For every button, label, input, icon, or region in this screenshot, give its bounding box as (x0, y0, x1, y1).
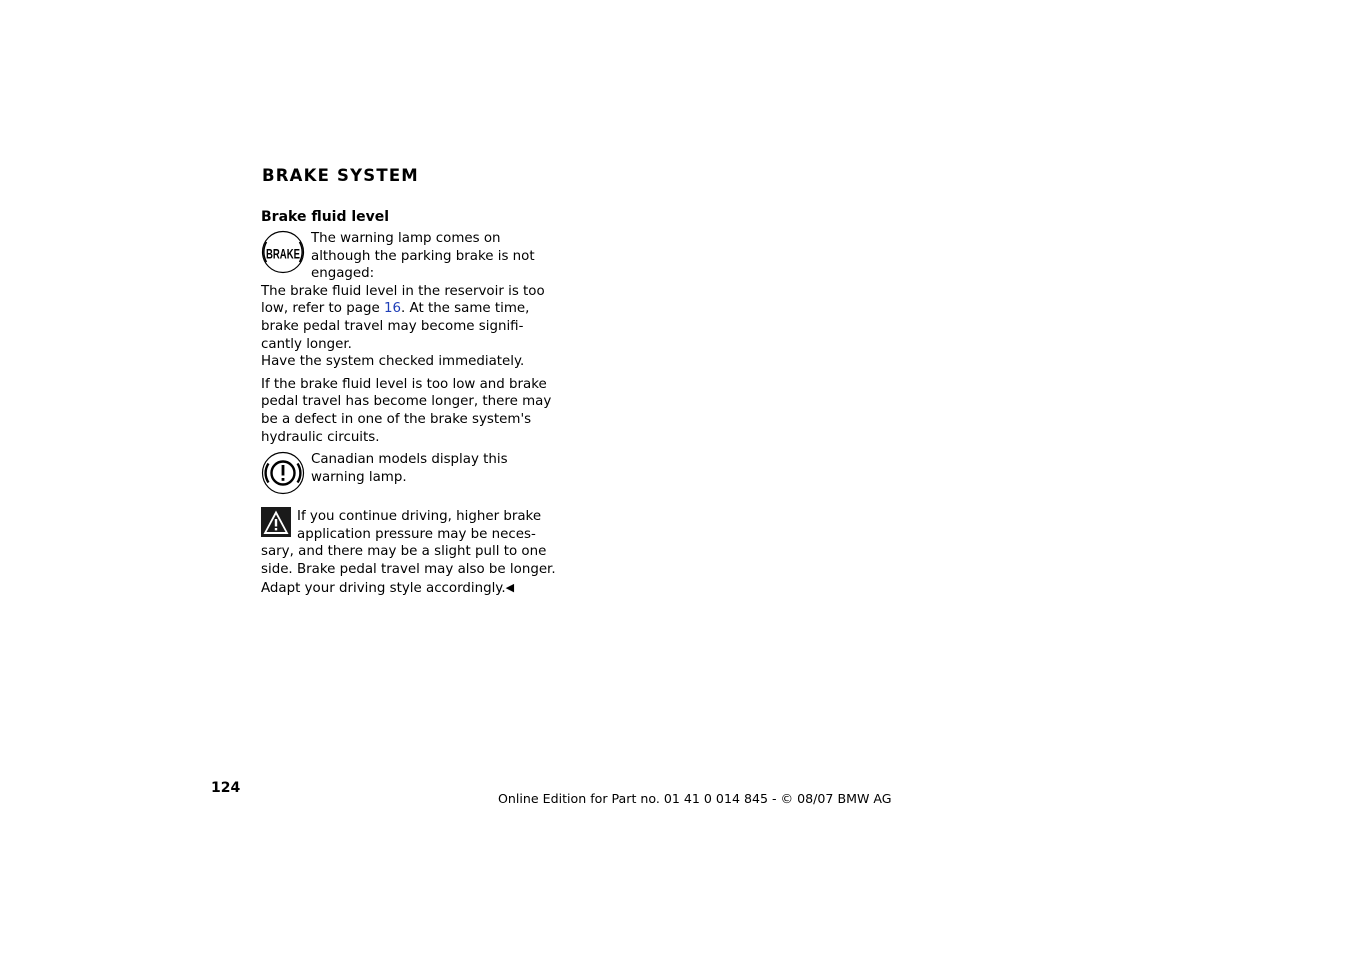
exclamation-warning-icon (261, 451, 305, 495)
para1-line: Have the system checked immediately. (261, 354, 525, 370)
para1-line: cantly longer. (261, 336, 352, 352)
block1-line: The warning lamp comes on (311, 231, 501, 246)
warning-cont-line: side. Brake pedal travel may also be longer. (261, 561, 556, 577)
block1-line: engaged: (311, 266, 375, 282)
para2-line: be a defect in one of the brake system's (261, 411, 532, 427)
paragraph-fluid-level (261, 283, 545, 371)
section-title: BRAKE SYSTEM (262, 166, 419, 185)
subheading: Brake fluid level (261, 209, 390, 225)
warning-cont-line: sary, and there may be a slight pull to one (261, 544, 547, 560)
warning-line: application pressure may be neces- (297, 526, 536, 542)
canadian-lamp-block (261, 451, 533, 495)
warning-last-line: Adapt your driving style accordingly. (261, 580, 506, 596)
brake-lamp-block (261, 230, 533, 283)
warning-line: If you continue driving, higher brake (297, 509, 542, 525)
caution-block (261, 508, 542, 543)
block1-line: although the parking brake is not (311, 248, 535, 264)
para1-line-pre: low, refer to page (261, 301, 384, 317)
paragraph-defect (261, 376, 552, 446)
canadian-line: warning lamp. (311, 469, 407, 485)
para1-line: brake pedal travel may become signifi- (261, 318, 524, 334)
para2-line: hydraulic circuits. (261, 429, 380, 445)
page-number: 124 (211, 780, 241, 796)
para1-line-post: . At the same time, (401, 301, 530, 317)
page-16-link[interactable]: 16 (383, 301, 401, 317)
para2-line: If the brake fluid level is too low and brake (261, 376, 547, 392)
footer-edition: Online Edition for Part no. 01 41 0 014 845 - © 08/07 BMW AG (498, 791, 892, 806)
warning-continuation (261, 543, 556, 597)
caution-triangle-icon (261, 507, 291, 537)
brake-warning-icon (261, 230, 305, 274)
canadian-line: Canadian models display this (311, 452, 508, 468)
para1-line: The brake fluid level in the reservoir is too (261, 283, 545, 299)
content-column (261, 208, 556, 597)
brake-icon-label: BRAKE (266, 245, 300, 262)
end-of-section-icon: ◀ (505, 580, 515, 594)
para2-line: pedal travel has become longer, there may (261, 394, 552, 410)
